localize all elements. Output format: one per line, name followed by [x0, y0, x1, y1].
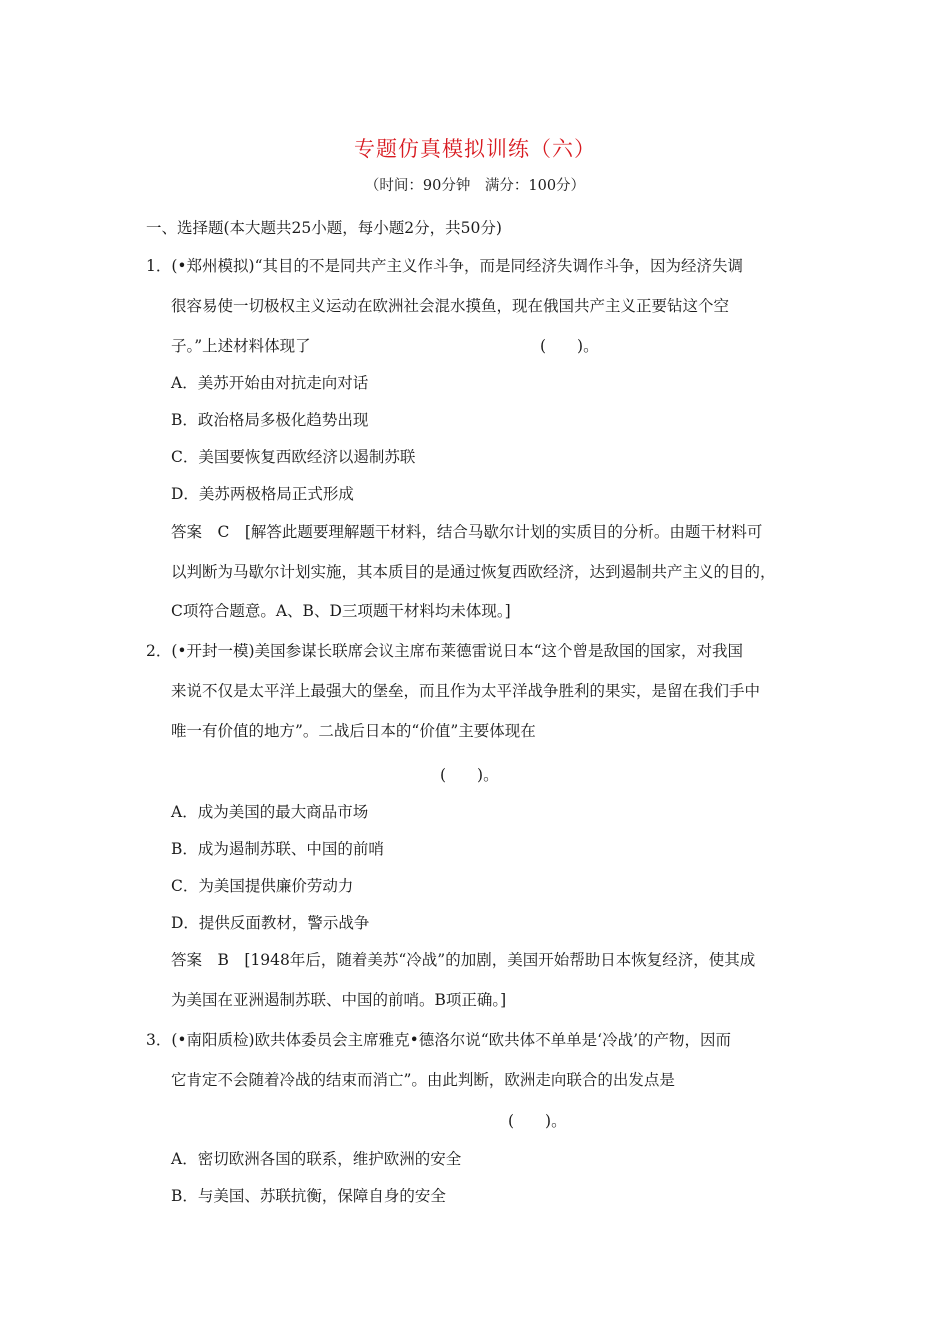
q2-answer-line1: 答案 B [1948年后，随着美苏“冷战”的加剧，美国开始帮助日本恢复经济，使其成	[171, 951, 756, 969]
q2-option-c: C．为美国提供廉价劳动力	[171, 877, 354, 895]
q1-answer-line1: 答案 C [解答此题要理解题干材料，结合马歇尔计划的实质目的分析。由题干材料可	[171, 523, 763, 541]
q2-stem-line3: 唯一有价值的地方”。二战后日本的“价值”主要体现在	[171, 722, 536, 740]
q3-stem-line2: 它肯定不会随着冷战的结束而消亡”。由此判断，欧洲走向联合的出发点是	[171, 1071, 675, 1089]
q2-stem-line2: 来说不仅是太平洋上最强大的堡垒，而且作为太平洋战争胜利的果实，是留在我们手中	[171, 682, 761, 700]
q1-answer-blank: ( )。	[540, 337, 599, 355]
q1-option-a: A．美苏开始由对抗走向对话	[171, 374, 369, 392]
q1-option-c: C．美国要恢复西欧经济以遏制苏联	[171, 448, 416, 466]
q3-option-a: A．密切欧洲各国的联系，维护欧洲的安全	[171, 1150, 462, 1168]
q1-stem-line2: 很容易使一切极权主义运动在欧洲社会混水摸鱼，现在俄国共产主义正要钻这个空	[171, 297, 730, 315]
q2-option-d: D．提供反面教材，警示战争	[171, 914, 370, 932]
q2-option-a: A．成为美国的最大商品市场	[171, 803, 369, 821]
q1-stem-line1: 1．(•郑州模拟)“其目的不是同共产主义作斗争，而是同经济失调作斗争，因为经济失调	[146, 257, 744, 275]
q1-stem-line3: 子。”上述材料体现了	[171, 337, 311, 355]
section-heading: 一、选择题(本大题共25小题，每小题2分，共50分)	[146, 219, 502, 237]
q1-answer-line3: C项符合题意。A、B、D三项题干材料均未体现。]	[171, 602, 511, 620]
page-title: 专题仿真模拟训练（六）	[354, 137, 596, 161]
q2-answer-line2: 为美国在亚洲遏制苏联、中国的前哨。B项正确。]	[171, 991, 507, 1009]
q3-answer-blank: ( )。	[508, 1112, 567, 1130]
q2-answer-blank: ( )。	[440, 766, 499, 784]
q2-option-b: B．成为遏制苏联、中国的前哨	[171, 840, 384, 858]
q1-answer-line2: 以判断为马歇尔计划实施，其本质目的是通过恢复西欧经济，达到遏制共产主义的目的，	[171, 563, 776, 581]
q1-option-d: D．美苏两极格局正式形成	[171, 485, 354, 503]
q1-option-b: B．政治格局多极化趋势出现	[171, 411, 369, 429]
exam-time-score: （时间：90分钟 满分：100分）	[364, 178, 586, 194]
q3-stem-line1: 3．(•南阳质检)欧共体委员会主席雅克•德洛尔说“欧共体不单单是‘冷战’的产物，因而	[146, 1031, 732, 1049]
q2-stem-line1: 2．(•开封一模)美国参谋长联席会议主席布莱德雷说日本“这个曾是敌国的国家，对我国	[146, 642, 744, 660]
q3-option-b: B．与美国、苏联抗衡，保障自身的安全	[171, 1187, 446, 1205]
